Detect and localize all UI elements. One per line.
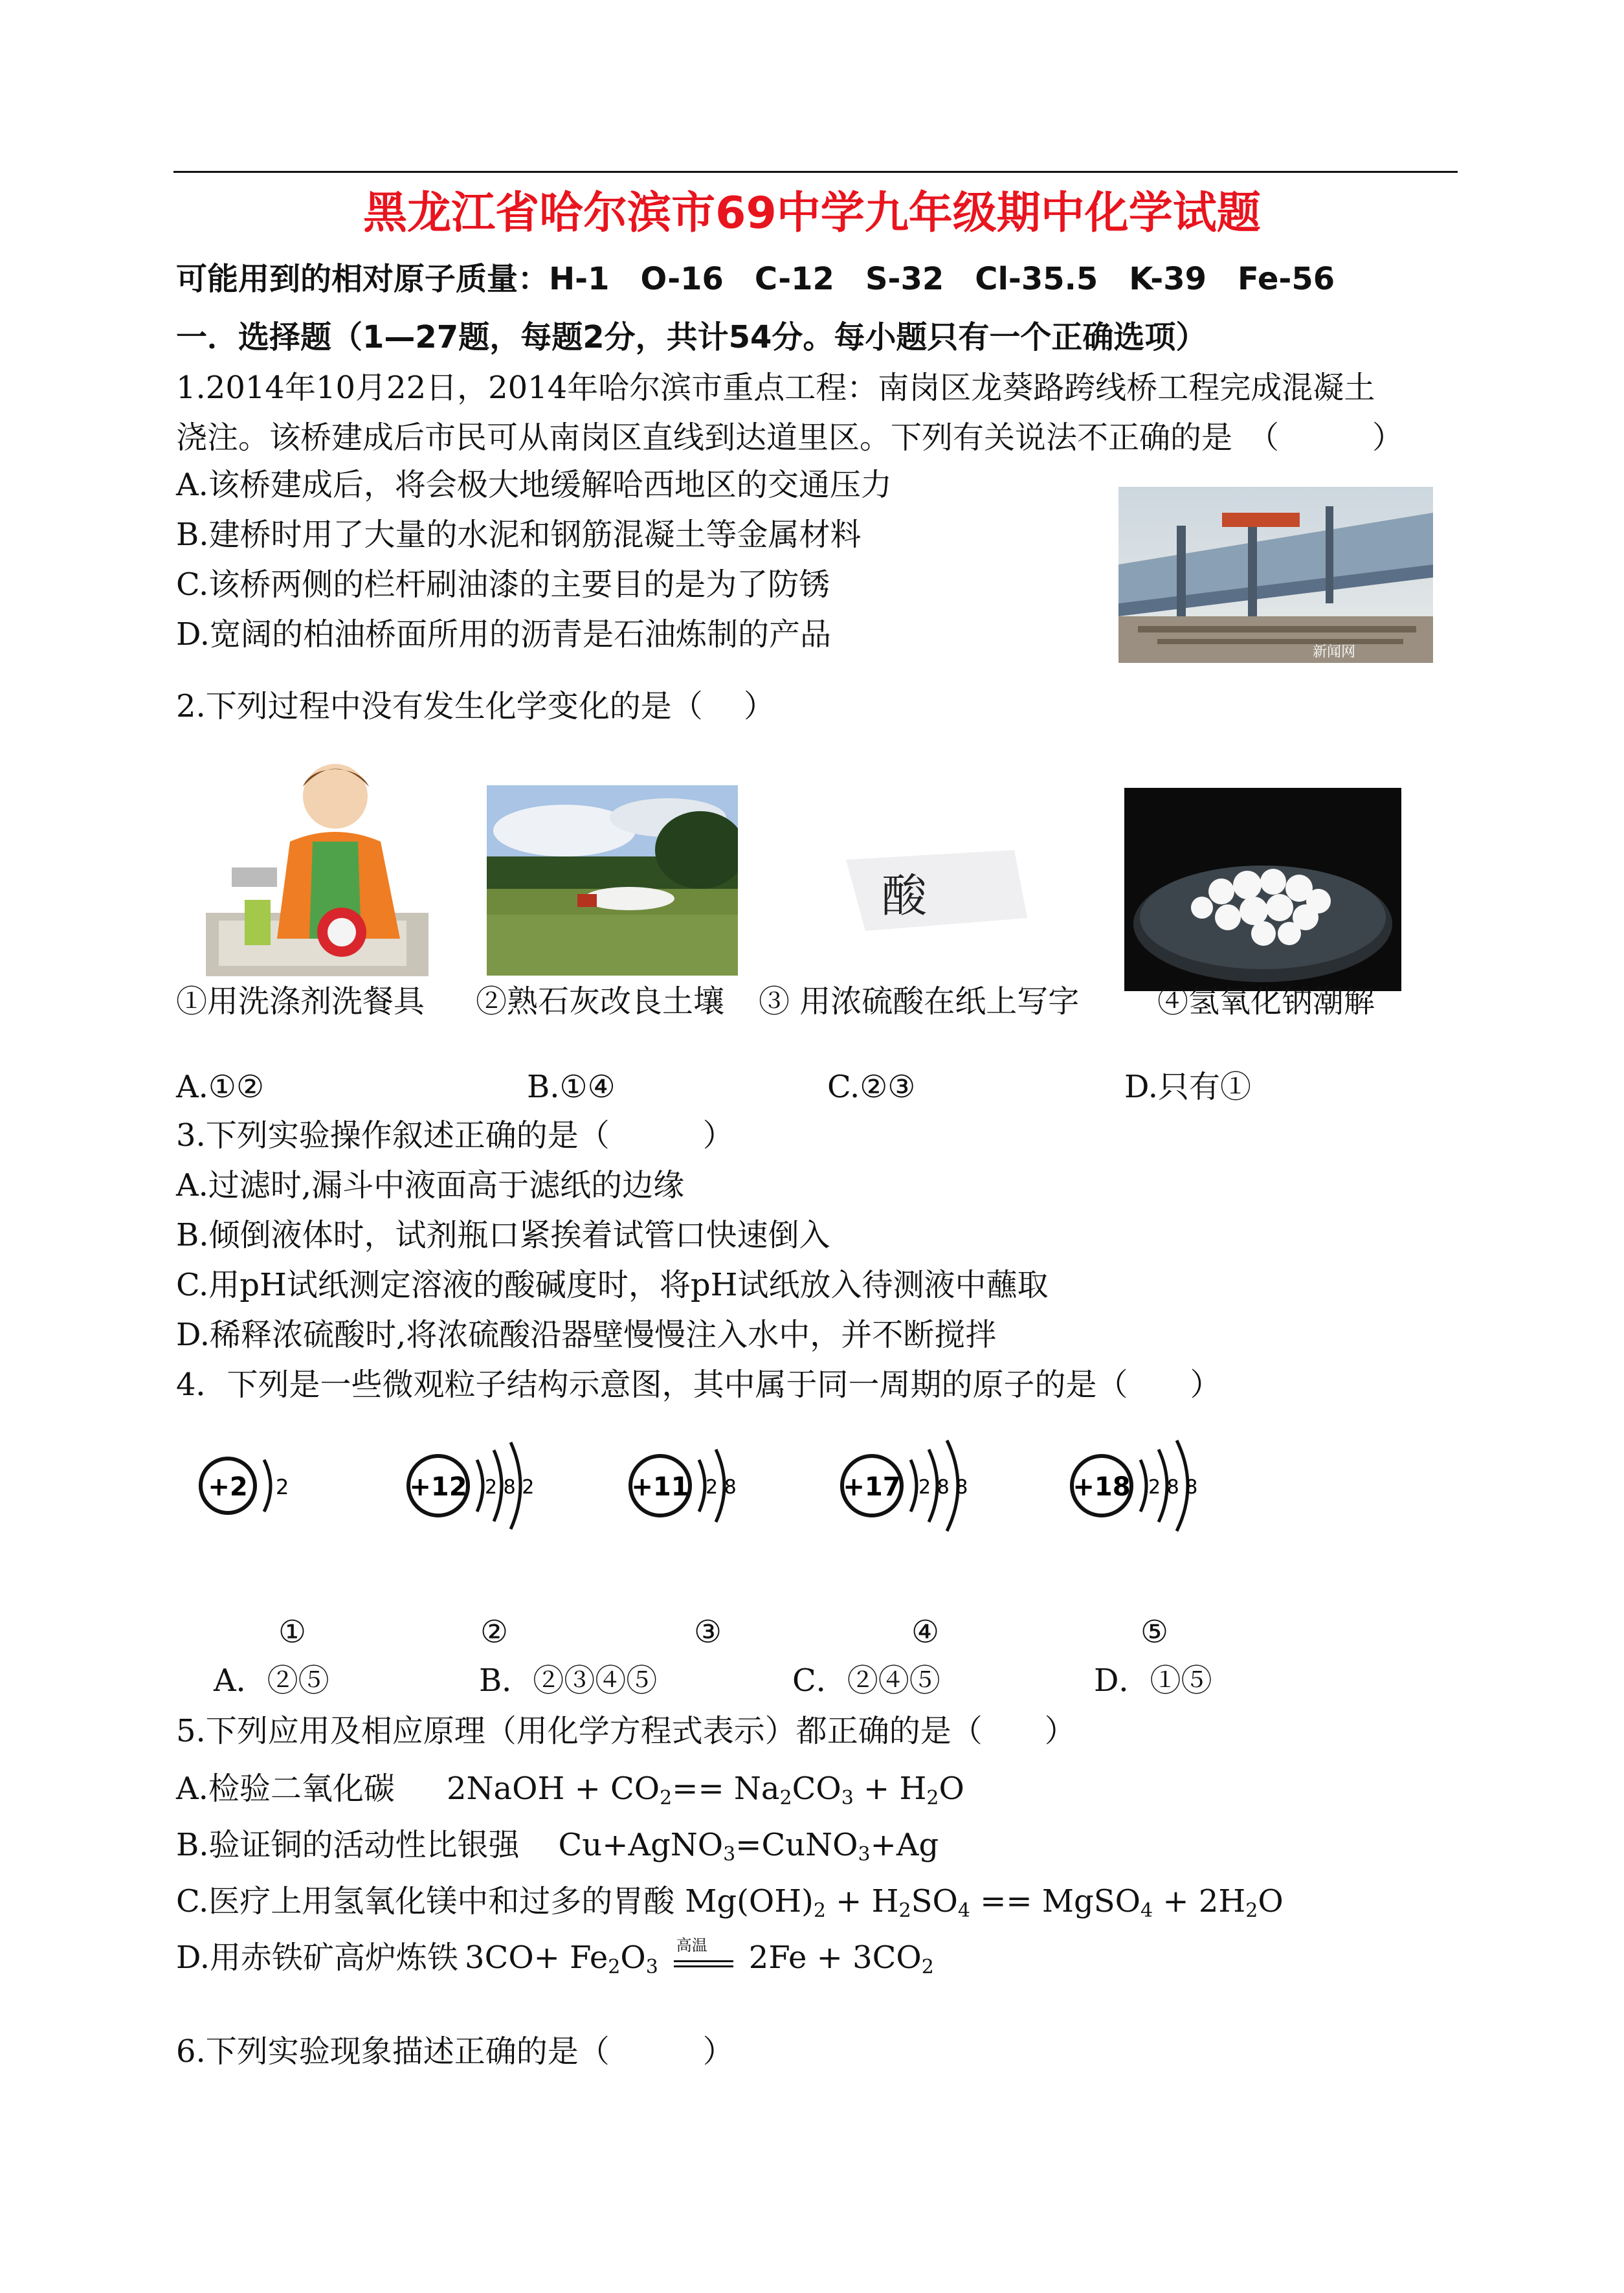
q2-caption-2: ②熟石灰改良土壤 — [476, 983, 725, 1020]
q1-option-a: A.该桥建成后，将会极大地缓解哈西地区的交通压力 — [176, 467, 892, 503]
q2-caption-3: ③ 用浓硫酸在纸上写字 — [759, 983, 1080, 1020]
particle-5-nucleus: +18 — [1073, 1472, 1131, 1502]
q4-option-b: B．②③④⑤ — [479, 1662, 658, 1699]
q5-d-text: D.用赤铁矿高炉炼铁 — [176, 1940, 459, 1976]
q2-caption-1: ①用洗涤剂洗餐具 — [176, 983, 425, 1020]
section-heading: 一．选择题（1—27题，每题2分，共计54分。每小题只有一个正确选项） — [176, 319, 1207, 355]
q2-option-a: A.①② — [176, 1069, 264, 1105]
q2-option-b: B.①④ — [527, 1069, 616, 1105]
q3-stem: 3.下列实验操作叙述正确的是（ ） — [176, 1117, 734, 1154]
q5-option-d — [176, 1938, 934, 1987]
particle-diagram-1 — [194, 1437, 298, 1534]
washing-dishes-illustration — [206, 751, 428, 976]
q3-option-a: A.过滤时,漏斗中液面高于滤纸的边缘 — [176, 1167, 685, 1203]
q2-stem: 2.下列过程中没有发生化学变化的是（ ） — [176, 688, 775, 724]
particle-1-nucleus: +2 — [208, 1472, 248, 1502]
particle-2-electrons: 2 8 2 — [485, 1476, 535, 1499]
q4-option-d: D．①⑤ — [1094, 1662, 1212, 1699]
particle-1-electrons: 2 — [276, 1475, 289, 1499]
particle-label-4: ④ — [911, 1614, 940, 1650]
q5-d-equation: $3CO+ Fe_2O_3$ 高温 $2Fe + 3CO_2$ — [465, 1936, 934, 1978]
bridge-photo — [1118, 487, 1433, 663]
q5-c-text: C.医疗上用氢氧化镁中和过多的胃酸 — [176, 1883, 675, 1919]
particle-diagram-2 — [398, 1431, 547, 1541]
acid-char: 酸 — [882, 869, 927, 923]
q2-option-c: C.②③ — [827, 1069, 916, 1105]
particle-diagram-5 — [1062, 1427, 1223, 1544]
q4-stem: 4．下列是一些微观粒子结构示意图，其中属于同一周期的原子的是（ ） — [176, 1367, 1221, 1403]
particle-label-1: ① — [278, 1614, 307, 1650]
q1-stem-line1: 1.2014年10月22日，2014年哈尔滨市重点工程：南岗区龙葵路跨线桥工程完成混凝土 — [176, 370, 1375, 406]
particle-3-electrons: 2 8 — [706, 1476, 737, 1499]
particle-4-nucleus: +17 — [843, 1472, 901, 1502]
q2-option-d: D.只有① — [1124, 1069, 1252, 1105]
q1-stem-line2: 浇注。该桥建成后市民可从南岗区直线到达道里区。下列有关说法不正确的是 （ ） — [176, 419, 1404, 456]
watermark-text: 新闻网 — [1313, 644, 1356, 660]
acid-writing-photo — [820, 789, 1052, 976]
q5-option-a — [176, 1769, 964, 1818]
q5-option-b — [176, 1825, 939, 1875]
particle-3-nucleus: +11 — [631, 1472, 689, 1502]
q3-option-c: C.用pH试纸测定溶液的酸碱度时，将pH试纸放入待测液中蘸取 — [176, 1267, 1049, 1303]
sodium-hydroxide-photo — [1124, 788, 1401, 991]
particle-label-5: ⑤ — [1140, 1614, 1169, 1650]
q4-option-c: C．②④⑤ — [792, 1662, 940, 1699]
q5-c-equation: $Mg(OH)_2 + H_2SO_4$ == MgSO$_4$ + $2H_2O$ — [685, 1883, 1284, 1922]
particle-diagram-3 — [621, 1434, 751, 1538]
q5-stem: 5.下列应用及相应原理（用化学方程式表示）都正确的是（ ） — [176, 1713, 1076, 1749]
q3-option-b: B.倾倒液体时，试剂瓶口紧挨着试管口快速倒入 — [176, 1217, 830, 1253]
q5-a-text: A.检验二氧化碳 — [176, 1771, 395, 1807]
q6-stem: 6.下列实验现象描述正确的是（ ） — [176, 2033, 734, 2070]
particle-diagram-4 — [832, 1427, 994, 1544]
particle-label-3: ③ — [694, 1614, 722, 1650]
q5-b-text: B.验证铜的活动性比银强 — [176, 1827, 520, 1863]
q2-caption-4: ④氢氧化钠潮解 — [1157, 983, 1375, 1020]
q4-option-a: A．②⑤ — [214, 1662, 329, 1699]
particle-label-2: ② — [480, 1614, 509, 1650]
q5-b-equation: Cu+AgNO$_3$=CuNO$_3$+Ag — [558, 1827, 939, 1866]
q1-option-d: D.宽阔的柏油桥面所用的沥青是石油炼制的产品 — [176, 616, 832, 653]
particle-5-electrons: 2 8 8 — [1148, 1476, 1198, 1499]
particle-2-nucleus: +12 — [409, 1472, 467, 1502]
q5-a-equation: 2NaOH + $CO_2== Na_2CO_3 + H_2O$ — [446, 1771, 964, 1809]
farm-field-photo — [487, 785, 738, 976]
particle-4-electrons: 2 8 8 — [918, 1476, 968, 1499]
high-temp-condition: 高温 — [671, 1941, 736, 1980]
q1-option-b: B.建桥时用了大量的水泥和钢筋混凝土等金属材料 — [176, 517, 862, 553]
q5-option-c — [176, 1881, 1284, 1931]
page-title: 黑龙江省哈尔滨市69中学九年级期中化学试题 — [363, 188, 1261, 239]
header-rule — [173, 171, 1458, 173]
q1-option-c: C.该桥两侧的栏杆刷油漆的主要目的是为了防锈 — [176, 566, 830, 603]
q3-option-d: D.稀释浓硫酸时,将浓硫酸沿器壁慢慢注入水中，并不断搅拌 — [176, 1317, 997, 1353]
atomic-mass-line: 可能用到的相对原子质量：H-1 O-16 C-12 S-32 Cl-35.5 K-39 Fe-56 — [176, 261, 1335, 297]
